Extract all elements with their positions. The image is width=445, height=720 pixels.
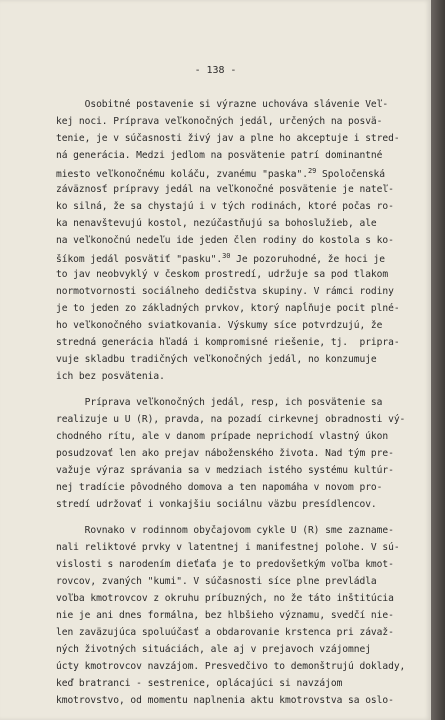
text-line: chodného rítu, ale v danom prípade neprichodí vlastný úkon bbox=[56, 431, 389, 442]
text-line: ich bez posvätenia. bbox=[56, 371, 165, 382]
text-line: Osobitné postavenie si výrazne uchováva slávenie Veľ- bbox=[56, 99, 389, 110]
footnote-marker: 30 bbox=[222, 252, 231, 260]
text-line: stredí udržovať i vonkajšiu sociálnu väzbu presídlencov. bbox=[56, 499, 377, 510]
text-line: úcty kmotrovcov navzájom. Presvedčivo to demonštrujú doklady, bbox=[56, 661, 406, 672]
book-spine-edge bbox=[431, 0, 445, 720]
text-line: nali reliktové prvky v latentnej i manifestnej polohe. V sú- bbox=[56, 542, 400, 553]
text-line: ná generácia. Medzi jedlom na posvätenie patrí dominantné bbox=[56, 150, 383, 161]
text-line bbox=[56, 168, 385, 180]
text-line: na veľkonočnú nedeľu ide jeden člen rodiny do kostola s ko- bbox=[56, 235, 394, 246]
text-line: stredná generácia hľadá i kompromisné riešenie, tj. pripra- bbox=[56, 337, 400, 348]
text-line-part: Je pozoruhodné, že hoci je bbox=[230, 254, 386, 265]
text-line: záväznosť prípravy jedál na veľkonočné posvätenie je nateľ- bbox=[56, 184, 394, 195]
text-line: Príprava veľkonočných jedál, resp, ich posvätenie sa bbox=[56, 397, 383, 408]
page-number: - 138 - bbox=[194, 65, 237, 76]
text-line: len zaväzujúca spoluúčasť a obdarovanie krstenca pri závaž- bbox=[56, 627, 394, 638]
text-line: voľba kmotrovcov z okruhu príbuzných, no že táto inštitúcia bbox=[56, 593, 394, 604]
text-line: to jav neobvyklý v českom prostredí, udržuje sa pod tlakom bbox=[56, 269, 389, 280]
text-line: nie je ani dnes formálna, bez hlbšieho významu, svedčí nie- bbox=[56, 610, 394, 621]
text-line-part: miesto veľkonočnému koláču, zvanému "paska". bbox=[56, 169, 308, 180]
text-line-part: šíkom jedál posvätiť "pasku". bbox=[56, 254, 223, 265]
text-line: nej tradície pôvodného domova a ten napomáha v novom pro- bbox=[56, 482, 383, 493]
text-line: ných životných situáciách, ale aj v prejavoch vzájomnej bbox=[56, 644, 371, 655]
text-line: normotvornosti sociálneho dedičstva skupiny. V rámci rodiny bbox=[56, 286, 394, 297]
text-line: kej noci. Príprava veľkonočných jedál, určených na posvä- bbox=[56, 116, 383, 127]
text-line-part: Spoločenská bbox=[316, 169, 386, 180]
footnote-marker: 29 bbox=[307, 167, 317, 175]
text-line: tenie, je v súčasnosti živý jav a plne ho akceptuje i stred- bbox=[56, 133, 400, 144]
text-line: posudzovať len ako prejav náboženského života. Nad tým pre- bbox=[56, 448, 394, 459]
text-line: ka nenavštevujú kostol, nezúčastňujú sa bohoslužieb, ale bbox=[56, 218, 377, 229]
text-line: rovcov, zvaných "kumi". V súčasnosti síce plne prevládla bbox=[56, 576, 377, 587]
text-line: keď bratranci - sestrenice, oplácajúci si navzájom bbox=[56, 678, 343, 689]
text-line: važuje výraz správania sa v medziach istého systému kultúr- bbox=[56, 465, 394, 476]
text-line: kmotrovstvo, od momentu naplnenia aktu kmotrovstva sa oslo- bbox=[56, 695, 394, 706]
text-line: vislosti s narodením dieťaťa je to predovšetkým voľba kmot- bbox=[56, 559, 394, 570]
text-line: realizuje u U (R), pravda, na pozadí cirkevnej obradnosti vý- bbox=[56, 414, 406, 425]
text-line: Rovnako v rodinnom obyčajovom cykle U (R) sme zazname- bbox=[56, 525, 394, 536]
text-line bbox=[56, 253, 385, 265]
text-line: je to jeden zo základných prvkov, ktorý napĺňuje pocit plné- bbox=[56, 303, 400, 314]
text-line: ho veľkonočného sviatkovania. Výskumy síce potvrdzujú, že bbox=[56, 320, 383, 331]
text-line: vuje skladbu tradičných veľkonočných jedál, no konzumuje bbox=[56, 354, 377, 365]
text-line: ko silná, že sa chystajú i v tých rodinách, ktoré počas ro- bbox=[56, 201, 394, 212]
